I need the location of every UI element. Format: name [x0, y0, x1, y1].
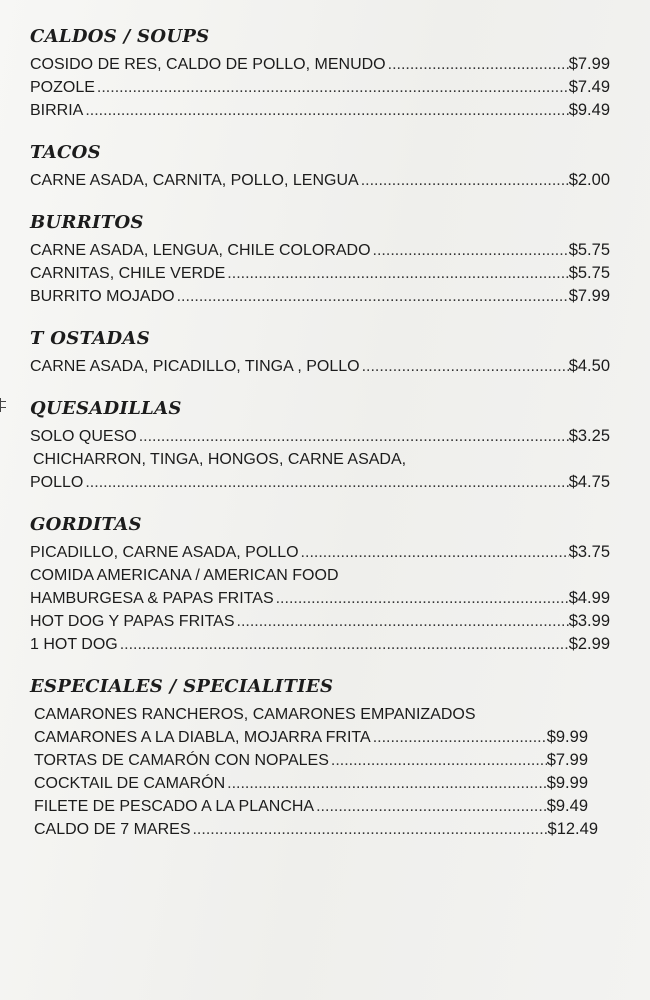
- menu-item: [30, 239, 610, 262]
- menu-item: [30, 53, 610, 76]
- item-price: $7.99: [546, 751, 588, 769]
- item-price: $4.50: [568, 357, 610, 375]
- menu-item: [30, 772, 610, 795]
- item-description: CAMARONES RANCHEROS, CAMARONES EMPANIZADOS: [34, 706, 476, 723]
- item-description: CHICHARRON, TINGA, HONGOS, CARNE ASADA,: [33, 451, 407, 468]
- item-name: HAMBURGESA & PAPAS FRITAS: [30, 590, 274, 607]
- item-price: $3.75: [568, 543, 610, 561]
- leader-dots: [359, 169, 569, 192]
- leader-dots: [314, 795, 547, 818]
- menu-item: [30, 726, 610, 749]
- item-price: $7.99: [568, 55, 610, 73]
- menu-item: [30, 169, 610, 192]
- item-name: TORTAS DE CAMARÓN CON NOPALES: [34, 752, 329, 769]
- menu-item: [30, 262, 610, 285]
- item-name: CALDO DE 7 MARES: [34, 821, 191, 838]
- item-name: 1 HOT DOG: [30, 636, 118, 653]
- section-tacos: [30, 142, 610, 192]
- item-price: $9.99: [546, 728, 588, 746]
- item-name: PICADILLO, CARNE ASADA, POLLO: [30, 544, 299, 561]
- item-name: COCKTAIL DE CAMARÓN: [34, 775, 226, 792]
- section-heading: QUESADILLAS: [30, 398, 182, 419]
- leader-dots: [360, 355, 569, 378]
- leader-dots: [190, 818, 547, 841]
- section-heading: TACOS: [30, 142, 101, 163]
- leader-dots: [225, 772, 547, 795]
- leader-dots: [386, 53, 569, 76]
- item-price: $4.99: [568, 589, 610, 607]
- section-gorditas: [30, 514, 610, 656]
- menu-item: [30, 818, 610, 841]
- item-name: POLLO: [30, 474, 84, 491]
- item-name: BURRITO MOJADO: [30, 288, 175, 305]
- item-name: FILETE DE PESCADO A LA PLANCHA: [34, 798, 315, 815]
- leader-dots: [95, 76, 569, 99]
- menu-item: [30, 587, 610, 610]
- item-name: CARNITAS, CHILE VERDE: [30, 265, 226, 282]
- item-price: $7.49: [568, 78, 610, 96]
- menu-item: [30, 633, 610, 656]
- section-tostadas: [30, 328, 610, 378]
- item-price: $2.99: [568, 635, 610, 653]
- menu-item: [30, 541, 610, 564]
- item-name: POZOLE: [30, 79, 95, 96]
- leader-dots: [83, 99, 568, 122]
- menu-item: [30, 749, 610, 772]
- menu-item: [30, 610, 610, 633]
- menu-item: [30, 471, 610, 494]
- item-price: $7.99: [568, 287, 610, 305]
- section-burritos: [30, 212, 610, 308]
- edge-mark: [0, 398, 7, 412]
- leader-dots: [274, 587, 569, 610]
- menu-item: [30, 795, 610, 818]
- leader-dots: [175, 285, 569, 308]
- subsection-heading: COMIDA AMERICANA / AMERICAN FOOD: [30, 567, 339, 584]
- item-price: $3.25: [568, 427, 610, 445]
- leader-dots: [225, 262, 568, 285]
- item-name: COSIDO DE RES, CALDO DE POLLO, MENUDO: [30, 56, 386, 73]
- leader-dots: [329, 749, 547, 772]
- section-heading: CALDOS / SOUPS: [30, 26, 210, 47]
- item-price: $3.99: [568, 612, 610, 630]
- menu-item: [30, 99, 610, 122]
- section-especiales: [30, 676, 610, 841]
- item-name: CARNE ASADA, CARNITA, POLLO, LENGUA: [30, 172, 359, 189]
- item-name: HOT DOG Y PAPAS FRITAS: [30, 613, 235, 630]
- menu-item: [30, 355, 610, 378]
- item-price: $9.49: [568, 101, 610, 119]
- item-name: BIRRIA: [30, 102, 84, 119]
- item-name: CARNE ASADA, LENGUA, CHILE COLORADO: [30, 242, 371, 259]
- leader-dots: [371, 239, 569, 262]
- section-heading: ESPECIALES / SPECIALITIES: [30, 676, 334, 697]
- section-heading: GORDITAS: [30, 514, 142, 535]
- section-heading: T OSTADAS: [30, 328, 150, 349]
- section-heading: BURRITOS: [30, 212, 144, 233]
- leader-dots: [83, 471, 568, 494]
- menu-item: [30, 425, 610, 448]
- item-price: $12.49: [547, 820, 598, 838]
- item-price: $5.75: [568, 264, 610, 282]
- leader-dots: [371, 726, 547, 749]
- item-price: $9.99: [546, 774, 588, 792]
- item-price: $4.75: [568, 473, 610, 491]
- menu-item: [30, 76, 610, 99]
- leader-dots: [299, 541, 569, 564]
- leader-dots: [137, 425, 569, 448]
- item-price: $5.75: [568, 241, 610, 259]
- item-name: CARNE ASADA, PICADILLO, TINGA , POLLO: [30, 358, 360, 375]
- item-name: CAMARONES A LA DIABLA, MOJARRA FRITA: [34, 729, 371, 746]
- leader-dots: [235, 610, 569, 633]
- leader-dots: [118, 633, 569, 656]
- menu-item: [30, 285, 610, 308]
- item-price: $9.49: [546, 797, 588, 815]
- section-caldos: [30, 26, 610, 122]
- item-name: SOLO QUESO: [30, 428, 137, 445]
- section-quesadillas: [30, 398, 610, 494]
- item-price: $2.00: [568, 171, 610, 189]
